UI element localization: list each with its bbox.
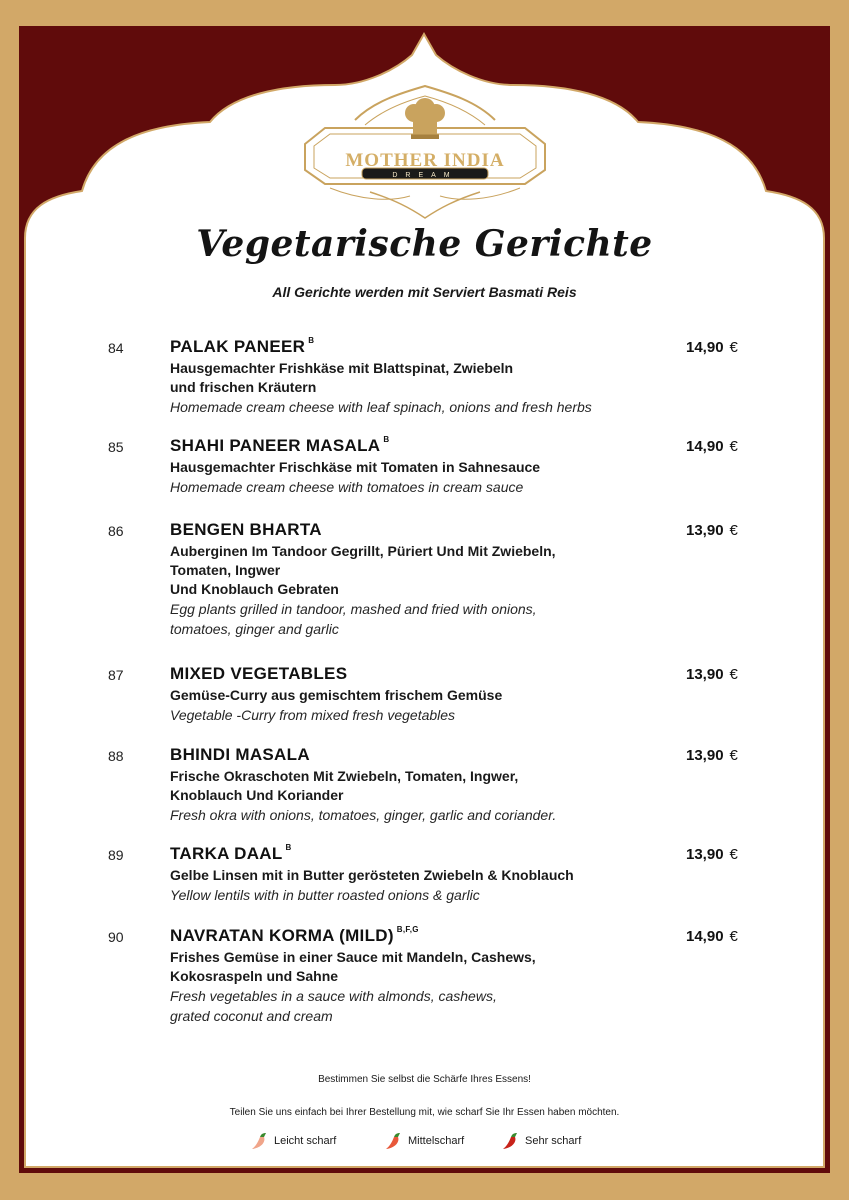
description-german: Kokosraspeln und Sahne (170, 968, 339, 984)
item-description (170, 359, 680, 417)
currency-symbol: € (729, 846, 738, 863)
item-description (170, 948, 680, 1026)
item-name (170, 745, 310, 765)
page-subtitle: All Gerichte werden mit Serviert Basmati Reis (272, 284, 577, 300)
description-english: Yellow lentils with in butter roasted onions & garlic (170, 887, 480, 903)
spice-level-label: Leicht scharf (274, 1135, 337, 1147)
description-german: Tomaten, Ingwer (170, 562, 281, 578)
item-price (686, 666, 738, 683)
brand-name: MOTHER INDIA (345, 150, 505, 171)
chili-pepper-icon (249, 1131, 269, 1151)
description-german: Hausgemachter Frischkäse mit Tomaten in Sahnesauce (170, 459, 541, 475)
description-english: Egg plants grilled in tandoor, mashed and fried with onions, (170, 601, 537, 617)
currency-symbol: € (729, 522, 738, 539)
description-german: Auberginen Im Tandoor Gegrillt, Püriert Und Mit Zwiebeln, (170, 543, 556, 559)
item-number: 89 (108, 847, 124, 863)
description-german: Und Knoblauch Gebraten (170, 581, 339, 597)
item-description (170, 542, 680, 639)
item-name-text: BHINDI MASALA (170, 745, 310, 764)
item-description (170, 458, 680, 497)
item-name (170, 926, 419, 946)
item-name-text: BENGEN BHARTA (170, 520, 322, 539)
allergen-code: B (383, 435, 390, 444)
item-description (170, 686, 680, 725)
allergen-code: B (308, 336, 315, 345)
item-name (170, 844, 292, 864)
item-name (170, 664, 347, 684)
chili-pepper-icon (383, 1131, 403, 1151)
item-number: 86 (108, 523, 124, 539)
item-price (686, 522, 738, 539)
page-title: Vegetarische Gerichte (196, 223, 653, 265)
spice-note-title: Bestimmen Sie selbst die Schärfe Ihres Essens! (318, 1074, 531, 1085)
description-german: Frische Okraschoten Mit Zwiebeln, Tomaten, Ingwer, (170, 768, 519, 784)
description-german: Gelbe Linsen mit in Butter gerösteten Zwiebeln & Knoblauch (170, 867, 574, 883)
description-english: Vegetable -Curry from mixed fresh vegetables (170, 707, 456, 723)
item-price (686, 339, 738, 356)
item-description (170, 767, 680, 825)
price-value: 13,90 (686, 522, 724, 539)
currency-symbol: € (729, 666, 738, 683)
item-number: 90 (108, 929, 124, 945)
description-german: Knoblauch Und Koriander (170, 787, 344, 803)
price-value: 14,90 (686, 339, 724, 356)
description-german: und frischen Kräutern (170, 379, 317, 395)
spice-level-label: Mittelscharf (408, 1135, 465, 1147)
item-price (686, 747, 738, 764)
allergen-code: B,F,G (396, 925, 419, 934)
item-price (686, 928, 738, 945)
description-german: Gemüse-Curry aus gemischtem frischem Gemüse (170, 687, 503, 703)
item-number: 88 (108, 748, 124, 764)
item-number: 87 (108, 667, 124, 683)
chili-pepper-icon (500, 1131, 520, 1151)
spice-level-label: Sehr scharf (525, 1135, 582, 1147)
price-value: 14,90 (686, 438, 724, 455)
description-english: Fresh okra with onions, tomatoes, ginger, garlic and coriander. (170, 807, 557, 823)
allergen-code: B (285, 843, 292, 852)
description-english: Fresh vegetables in a sauce with almonds, cashews, (170, 988, 497, 1004)
price-value: 14,90 (686, 928, 724, 945)
item-name-text: PALAK PANEER (170, 337, 306, 356)
currency-symbol: € (729, 438, 738, 455)
spice-level (383, 1131, 464, 1151)
price-value: 13,90 (686, 747, 724, 764)
item-price (686, 438, 738, 455)
item-description (170, 866, 680, 905)
brand-subtitle: DREAM (392, 172, 458, 179)
item-name-text: SHAHI PANEER MASALA (170, 436, 381, 455)
item-name (170, 337, 314, 357)
spice-level (249, 1131, 336, 1151)
currency-symbol: € (729, 928, 738, 945)
description-english: tomatoes, ginger and garlic (170, 621, 339, 637)
price-value: 13,90 (686, 846, 724, 863)
description-german: Frishes Gemüse in einer Sauce mit Mandeln, Cashews, (170, 949, 536, 965)
description-german: Hausgemachter Frishkäse mit Blattspinat, Zwiebeln (170, 360, 514, 376)
chef-hat-icon (405, 98, 445, 139)
spice-note-text: Teilen Sie uns einfach bei Ihrer Bestellung mit, wie scharf Sie Ihr Essen haben möchten. (229, 1107, 620, 1118)
item-price (686, 846, 738, 863)
item-name (170, 436, 389, 456)
description-english: Homemade cream cheese with leaf spinach, onions and fresh herbs (170, 399, 592, 415)
item-name-text: NAVRATAN KORMA (MILD) (170, 926, 394, 945)
item-number: 85 (108, 439, 124, 455)
item-number: 84 (108, 340, 124, 356)
spice-level (500, 1131, 581, 1151)
item-name-text: TARKA DAAL (170, 844, 283, 863)
item-name-text: MIXED VEGETABLES (170, 664, 348, 683)
price-value: 13,90 (686, 666, 724, 683)
description-english: grated coconut and cream (170, 1008, 333, 1024)
currency-symbol: € (729, 747, 738, 764)
currency-symbol: € (729, 339, 738, 356)
description-english: Homemade cream cheese with tomatoes in cream sauce (170, 479, 524, 495)
item-name (170, 520, 322, 540)
